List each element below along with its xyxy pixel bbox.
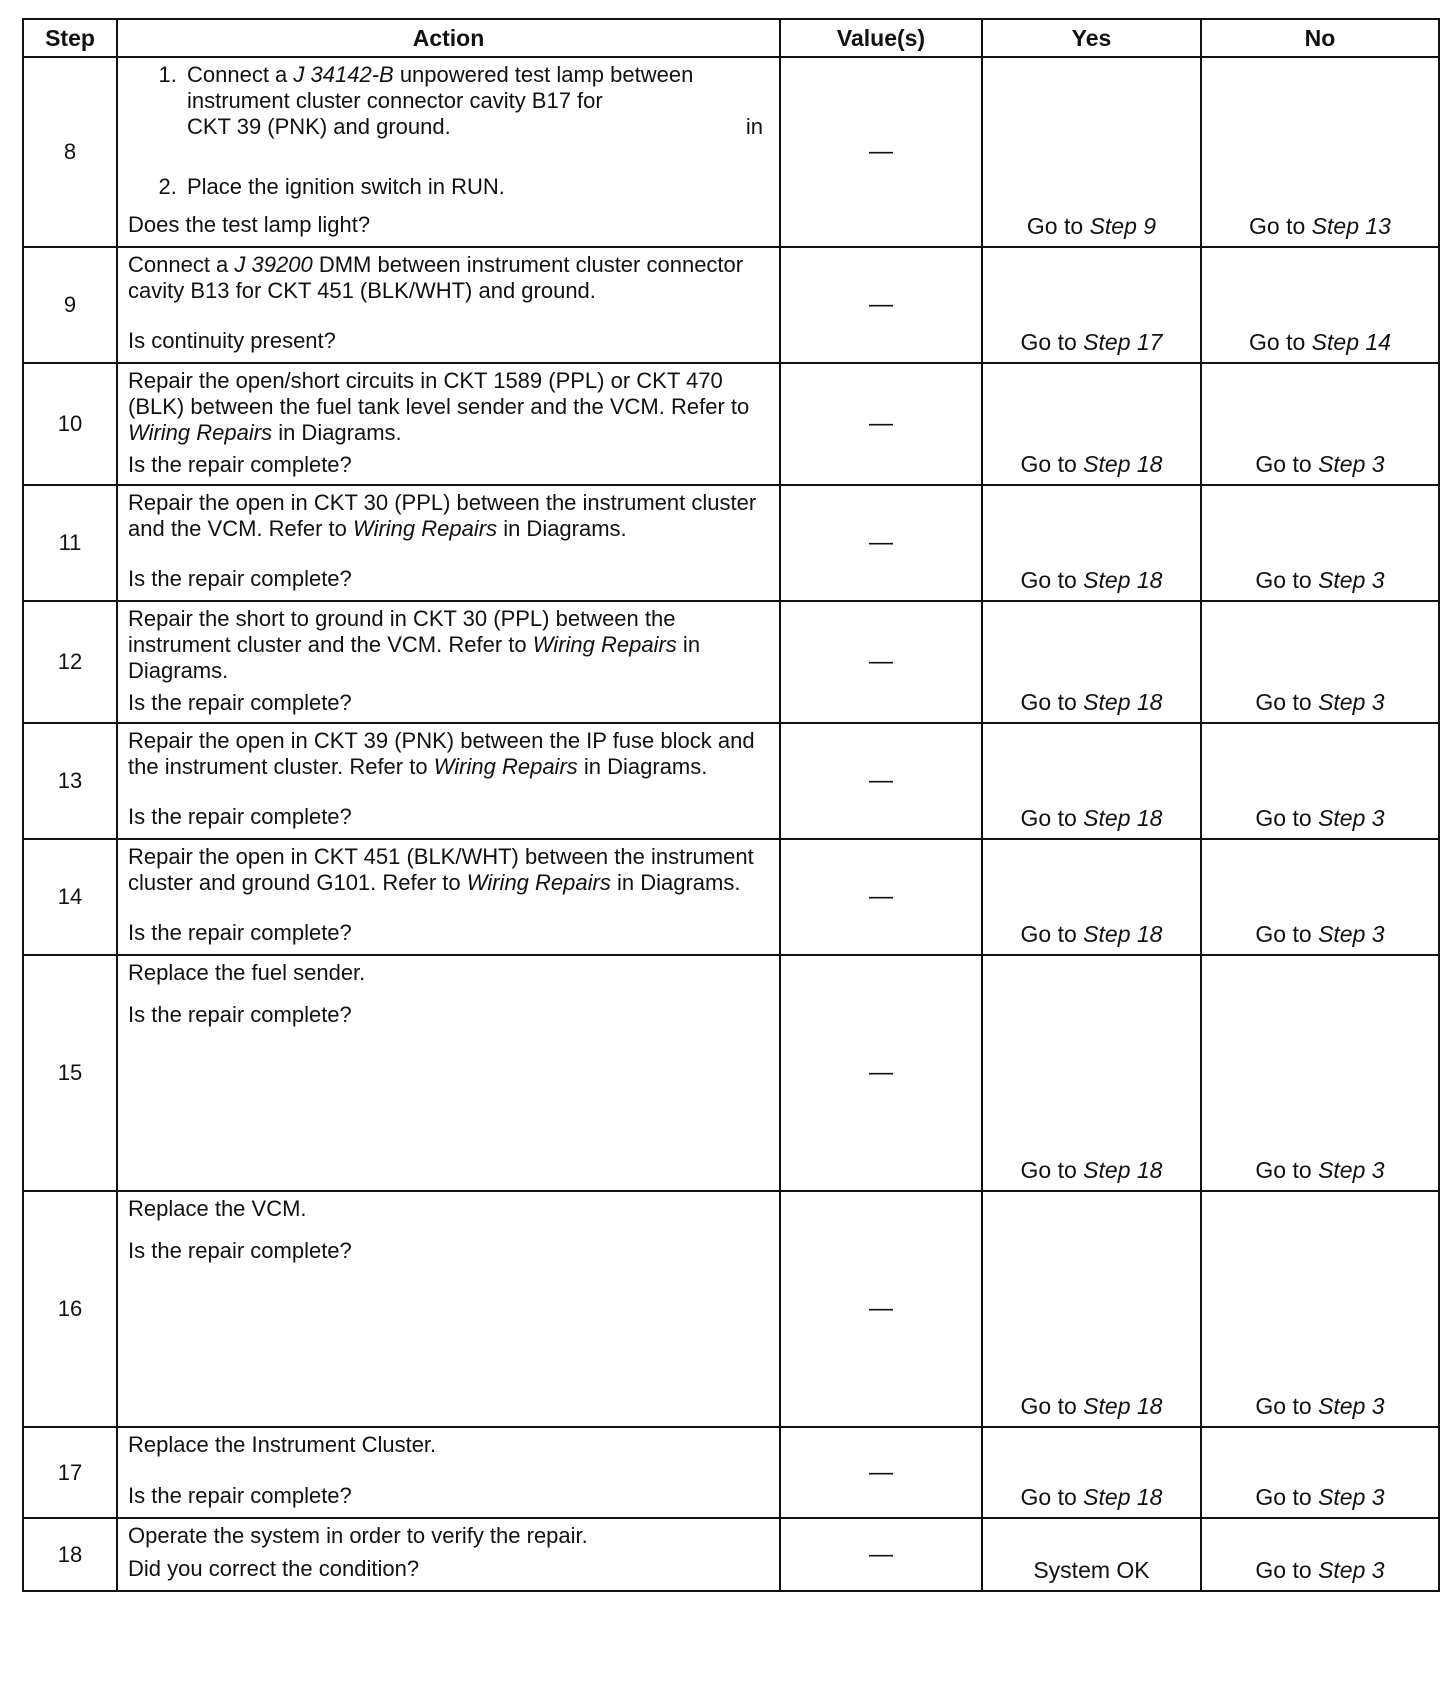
no-cell	[1201, 247, 1439, 363]
action-body	[128, 490, 769, 542]
action-text: CKT 39 (PNK) and ground.	[187, 114, 451, 139]
step-word: Step	[1083, 1157, 1131, 1183]
no-go-to-label: Go to	[1255, 1157, 1312, 1183]
step-word: Step	[1318, 567, 1366, 593]
no-go-to-label: Go to	[1255, 451, 1312, 477]
action-text: in Diagrams.	[610, 870, 741, 895]
value-cell: —	[780, 247, 982, 363]
yes-go-to-label: Go to	[1020, 451, 1077, 477]
step-word: Step	[1318, 921, 1366, 947]
step-number: 3	[1371, 1157, 1385, 1183]
header-step: Step	[23, 19, 117, 57]
no-step-link[interactable]	[1318, 689, 1385, 715]
no-cell	[1201, 839, 1439, 955]
step-number: 3	[1371, 1557, 1385, 1583]
step-number: 18	[1136, 1393, 1163, 1419]
action-cell	[117, 1518, 780, 1591]
value-cell: —	[780, 57, 982, 247]
value-cell: —	[780, 601, 982, 723]
step-number-cell: 9	[23, 247, 117, 363]
value-cell: —	[780, 723, 982, 839]
step-number: 18	[1136, 567, 1163, 593]
step-word: Step	[1318, 1393, 1366, 1419]
value-cell: —	[780, 485, 982, 601]
step-number: 14	[1365, 329, 1391, 355]
no-step-link[interactable]	[1312, 329, 1391, 355]
no-go-to-label: Go to	[1255, 689, 1312, 715]
yes-cell	[982, 1427, 1201, 1518]
action-text: Connect a	[187, 62, 294, 87]
action-text: Place the ignition switch in RUN.	[187, 174, 505, 199]
step-word: Step	[1083, 805, 1131, 831]
action-instruction	[128, 960, 769, 986]
trailing-text: in	[745, 114, 763, 139]
step-number: 13	[1365, 213, 1391, 239]
action-body	[128, 844, 769, 896]
value-cell: —	[780, 955, 982, 1191]
action-cell	[117, 601, 780, 723]
action-cell	[117, 1191, 780, 1427]
no-cell	[1201, 601, 1439, 723]
header-yes: Yes	[982, 19, 1201, 57]
step-number: 18	[1136, 689, 1163, 715]
no-step-link[interactable]	[1318, 567, 1385, 593]
action-body	[128, 62, 769, 200]
table-row	[23, 57, 1439, 247]
step-word: Step	[1318, 689, 1366, 715]
yes-step-link[interactable]	[1083, 1484, 1162, 1510]
no-step-link[interactable]	[1312, 213, 1391, 239]
action-cell	[117, 955, 780, 1191]
no-go-to-label: Go to	[1255, 1484, 1312, 1510]
table-row	[23, 1191, 1439, 1427]
yes-go-to-label: Go to	[1026, 213, 1084, 239]
step-word: Step	[1318, 451, 1366, 477]
diagnostic-table	[22, 18, 1440, 1592]
yes-cell	[982, 485, 1201, 601]
action-text: Repair the open/short circuits in CKT 1589 (PPL) or CKT 470 (BLK) between the fuel tank level sender and the VCM. Refer to	[128, 368, 750, 419]
no-step-link[interactable]	[1318, 805, 1385, 831]
step-number-cell: 17	[23, 1427, 117, 1518]
action-content	[128, 844, 769, 946]
action-question: Is the repair complete?	[128, 804, 352, 829]
reference-text: Wiring Repairs	[353, 516, 498, 541]
action-body	[128, 728, 769, 780]
yes-cell	[982, 601, 1201, 723]
yes-cell	[982, 363, 1201, 485]
action-question: Does the test lamp light?	[128, 212, 371, 237]
action-instruction	[128, 368, 769, 446]
action-text: in Diagrams.	[497, 516, 627, 541]
action-body	[128, 1432, 769, 1458]
yes-step-link[interactable]	[1083, 451, 1162, 477]
step-word: Step	[1311, 329, 1359, 355]
step-word: Step	[1318, 1484, 1366, 1510]
action-question: Is the repair complete?	[128, 690, 352, 715]
diagnostic-table-page	[22, 18, 1438, 1592]
yes-cell	[982, 839, 1201, 955]
action-cell	[117, 1427, 780, 1518]
no-cell	[1201, 955, 1439, 1191]
reference-text: Wiring Repairs	[466, 870, 611, 895]
yes-cell	[982, 955, 1201, 1191]
yes-go-to-label: Go to	[1020, 329, 1077, 355]
step-word: Step	[1083, 1393, 1131, 1419]
action-question: Is the repair complete?	[128, 1483, 352, 1508]
table-row	[23, 723, 1439, 839]
no-step-link[interactable]	[1318, 1557, 1385, 1583]
action-body	[128, 606, 769, 684]
yes-go-to-label: Go to	[1020, 567, 1077, 593]
step-number-cell: 15	[23, 955, 117, 1191]
no-go-to-label: Go to	[1255, 1393, 1312, 1419]
step-word: Step	[1318, 1157, 1366, 1183]
step-word: Step	[1083, 451, 1131, 477]
action-body	[128, 960, 769, 1028]
step-number-cell: 12	[23, 601, 117, 723]
no-go-to-label: Go to	[1255, 921, 1312, 947]
step-number-cell: 18	[23, 1518, 117, 1591]
header-no: No	[1201, 19, 1439, 57]
action-question: Is the repair complete?	[128, 1238, 352, 1263]
action-content	[128, 368, 769, 478]
step-word: Step	[1083, 689, 1131, 715]
action-content	[128, 1432, 769, 1509]
value-cell: —	[780, 363, 982, 485]
step-number: 18	[1136, 451, 1163, 477]
step-word: Step	[1311, 213, 1359, 239]
no-cell	[1201, 485, 1439, 601]
numbered-list-item	[183, 62, 769, 140]
list-item-tail	[187, 114, 769, 140]
yes-cell	[982, 247, 1201, 363]
action-text: Connect a	[128, 252, 235, 277]
numbered-list	[128, 62, 769, 200]
action-cell	[117, 839, 780, 955]
step-number-cell: 8	[23, 57, 117, 247]
step-number: 18	[1136, 1484, 1163, 1510]
step-number-cell: 16	[23, 1191, 117, 1427]
no-step-link[interactable]	[1318, 451, 1385, 477]
table-row	[23, 363, 1439, 485]
no-cell	[1201, 363, 1439, 485]
step-number: 18	[1136, 1157, 1163, 1183]
no-step-link[interactable]	[1318, 1157, 1385, 1183]
action-content	[128, 1523, 769, 1582]
reference-text: J 39200	[234, 252, 313, 277]
action-instruction	[128, 490, 769, 542]
yes-step-link[interactable]	[1083, 805, 1162, 831]
action-content	[128, 1196, 769, 1418]
step-number: 3	[1371, 451, 1385, 477]
action-instruction	[128, 606, 769, 684]
step-number: 9	[1143, 213, 1157, 239]
action-question: Is continuity present?	[128, 328, 336, 353]
value-cell: —	[780, 839, 982, 955]
no-go-to-label: Go to	[1249, 213, 1306, 239]
action-cell	[117, 247, 780, 363]
action-question: Is the repair complete?	[128, 920, 352, 945]
value-cell: —	[780, 1518, 982, 1591]
action-text: unpowered test lamp between instrument cluster connector cavity B17 for	[187, 62, 694, 113]
no-step-link[interactable]	[1318, 1484, 1385, 1510]
action-text: Repair the short to ground in CKT 30 (PPL) between the instrument cluster and the VCM. Refer to	[128, 606, 676, 657]
no-cell	[1201, 57, 1439, 247]
reference-text: Wiring Repairs	[433, 754, 578, 779]
action-cell	[117, 57, 780, 247]
header-values: Value(s)	[780, 19, 982, 57]
action-cell	[117, 485, 780, 601]
action-text: in Diagrams.	[128, 632, 701, 683]
step-word: Step	[1083, 567, 1131, 593]
value-cell: —	[780, 1427, 982, 1518]
value-cell: —	[780, 1191, 982, 1427]
step-word: Step	[1089, 213, 1137, 239]
action-text: Replace the Instrument Cluster.	[128, 1432, 437, 1457]
yes-go-to-label: Go to	[1020, 805, 1077, 831]
step-word: Step	[1083, 921, 1131, 947]
action-question: Is the repair complete?	[128, 1002, 352, 1027]
yes-cell	[982, 1191, 1201, 1427]
action-content	[128, 252, 769, 354]
action-content	[128, 728, 769, 830]
header-action: Action	[117, 19, 780, 57]
action-cell	[117, 723, 780, 839]
no-go-to-label: Go to	[1255, 805, 1312, 831]
no-step-link[interactable]	[1318, 1393, 1385, 1419]
action-instruction	[128, 728, 769, 780]
table-row	[23, 247, 1439, 363]
action-cell	[117, 363, 780, 485]
yes-go-to-label: Go to	[1020, 1157, 1077, 1183]
action-instruction	[128, 844, 769, 896]
action-instruction	[128, 1432, 769, 1458]
no-go-to-label: Go to	[1255, 567, 1312, 593]
step-number: 3	[1371, 689, 1385, 715]
step-number: 3	[1371, 1393, 1385, 1419]
action-text: Operate the system in order to verify the repair.	[128, 1523, 588, 1548]
yes-go-to-label: Go to	[1020, 921, 1077, 947]
action-content	[128, 490, 769, 592]
step-number: 18	[1136, 921, 1163, 947]
no-cell	[1201, 1518, 1439, 1591]
yes-step-link[interactable]	[1083, 921, 1162, 947]
step-word: Step	[1318, 805, 1366, 831]
action-instruction	[128, 1196, 769, 1222]
yes-step-link[interactable]	[1083, 1157, 1162, 1183]
table-row	[23, 839, 1439, 955]
reference-text: Wiring Repairs	[128, 420, 273, 445]
action-text: in Diagrams.	[272, 420, 402, 445]
action-body	[128, 368, 769, 446]
reference-text: Wiring Repairs	[532, 632, 677, 657]
yes-go-to-label: Go to	[1020, 1393, 1077, 1419]
no-go-to-label: Go to	[1249, 329, 1306, 355]
table-row	[23, 601, 1439, 723]
action-instruction	[128, 1523, 769, 1549]
step-number-cell: 13	[23, 723, 117, 839]
yes-cell	[982, 723, 1201, 839]
action-text: Repair the open in CKT 451 (BLK/WHT) between the instrument cluster and ground G101. Refer to	[128, 844, 754, 895]
no-cell	[1201, 1427, 1439, 1518]
table-body	[23, 57, 1439, 1591]
action-question: Did you correct the condition?	[128, 1556, 420, 1581]
action-content	[128, 960, 769, 1182]
yes-step-link[interactable]	[1083, 329, 1162, 355]
yes-go-to-label: Go to	[1020, 1484, 1077, 1510]
step-number: 18	[1136, 805, 1163, 831]
action-text: in Diagrams.	[577, 754, 708, 779]
header-row	[23, 19, 1439, 57]
yes-step-link[interactable]	[1083, 689, 1162, 715]
yes-cell	[982, 1518, 1201, 1591]
step-number: 3	[1371, 567, 1385, 593]
step-word: Step	[1083, 1484, 1131, 1510]
table-row	[23, 955, 1439, 1191]
yes-cell	[982, 57, 1201, 247]
yes-result-text: System OK	[1033, 1557, 1150, 1583]
yes-step-link[interactable]	[1083, 567, 1162, 593]
step-number: 3	[1371, 921, 1385, 947]
action-body	[128, 1523, 769, 1549]
action-text: Repair the open in CKT 39 (PNK) between the IP fuse block and the instrument cluster. Refer to	[128, 728, 755, 779]
action-content	[128, 606, 769, 716]
action-question: Is the repair complete?	[128, 566, 352, 591]
table-row	[23, 485, 1439, 601]
step-word: Step	[1083, 329, 1131, 355]
action-question: Is the repair complete?	[128, 452, 352, 477]
no-step-link[interactable]	[1318, 921, 1385, 947]
table-row	[23, 1518, 1439, 1591]
action-text: Repair the open in CKT 30 (PPL) between the instrument cluster and the VCM. Refer to	[128, 490, 757, 541]
no-go-to-label: Go to	[1255, 1557, 1312, 1583]
yes-step-link[interactable]	[1083, 1393, 1162, 1419]
no-cell	[1201, 1191, 1439, 1427]
step-number: 3	[1371, 805, 1385, 831]
no-cell	[1201, 723, 1439, 839]
action-body	[128, 252, 769, 304]
action-text: Replace the fuel sender.	[128, 960, 366, 985]
action-instruction	[128, 252, 769, 304]
table-row	[23, 1427, 1439, 1518]
step-number-cell: 10	[23, 363, 117, 485]
action-body	[128, 1196, 769, 1264]
step-word: Step	[1318, 1557, 1366, 1583]
step-number-cell: 14	[23, 839, 117, 955]
action-text: Replace the VCM.	[128, 1196, 307, 1221]
action-text: DMM between instrument cluster connector cavity B13 for CKT 451 (BLK/WHT) and ground.	[128, 252, 744, 303]
numbered-list-item	[183, 174, 769, 200]
action-content	[128, 62, 769, 238]
step-number: 17	[1136, 329, 1163, 355]
step-number: 3	[1371, 1484, 1385, 1510]
yes-go-to-label: Go to	[1020, 689, 1077, 715]
step-number-cell: 11	[23, 485, 117, 601]
reference-text: J 34142-B	[293, 62, 394, 87]
yes-step-link[interactable]	[1090, 213, 1157, 239]
